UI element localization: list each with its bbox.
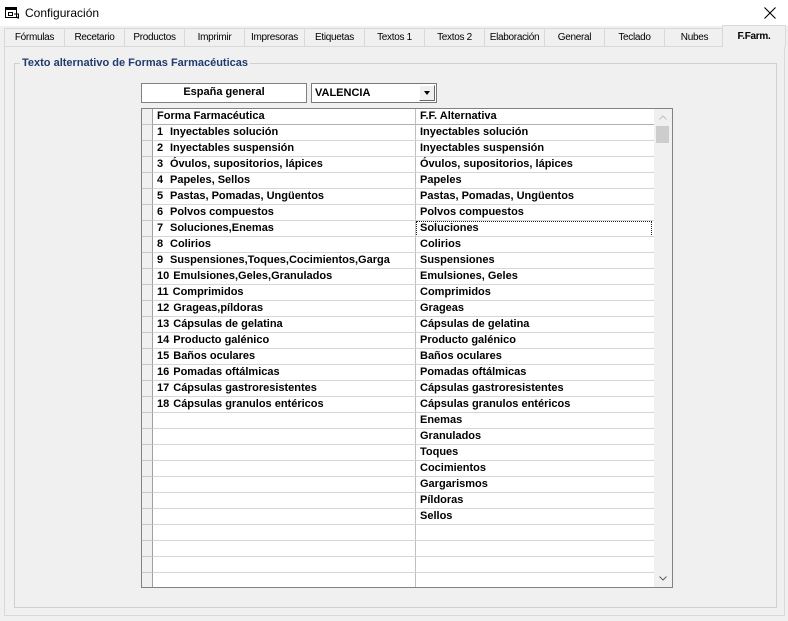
cell-alternativa[interactable]: Polvos compuestos xyxy=(416,205,654,221)
chevron-down-icon xyxy=(659,576,667,581)
cell-alternativa[interactable]: Cápsulas granulos entéricos xyxy=(416,397,654,413)
row-number: 9 xyxy=(157,254,164,266)
cell-forma[interactable] xyxy=(153,509,416,525)
table-row[interactable] xyxy=(142,301,654,317)
cell-alternativa[interactable]: Toques xyxy=(416,445,654,461)
table-row[interactable] xyxy=(142,365,654,381)
cell-alternativa[interactable] xyxy=(416,541,654,557)
row-selector[interactable] xyxy=(142,317,153,333)
forma-text: Comprimidos xyxy=(172,286,244,298)
tab-general[interactable]: General xyxy=(544,28,605,46)
cell-forma[interactable] xyxy=(153,189,416,205)
row-selector[interactable] xyxy=(142,349,153,365)
row-selector[interactable] xyxy=(142,573,153,588)
forma-text: Pastas, Pomadas, Ungüentos xyxy=(170,190,325,202)
cell-forma[interactable] xyxy=(153,525,416,541)
grid-body xyxy=(142,125,654,588)
tab-recetario[interactable]: Recetario xyxy=(64,28,125,46)
forma-text: Cápsulas granulos entéricos xyxy=(173,398,324,410)
region-label: España general xyxy=(141,83,307,103)
cell-forma[interactable] xyxy=(153,333,416,349)
row-selector[interactable] xyxy=(142,333,153,349)
cell-forma[interactable] xyxy=(153,397,416,413)
table-row[interactable] xyxy=(142,429,654,445)
cell-alternativa[interactable]: Inyectables suspensión xyxy=(416,141,654,157)
row-number: 16 xyxy=(157,366,170,378)
cell-alternativa[interactable]: Pastas, Pomadas, Ungüentos xyxy=(416,189,654,205)
forma-text: Óvulos, supositorios, lápices xyxy=(170,158,323,170)
cell-alternativa[interactable] xyxy=(416,573,654,588)
tab-f-farm[interactable]: F.Farm. xyxy=(722,25,786,47)
cell-forma[interactable] xyxy=(153,125,416,141)
row-number: 18 xyxy=(157,398,170,410)
table-row[interactable] xyxy=(142,477,654,493)
forma-text: Cápsulas de gelatina xyxy=(173,318,283,330)
cell-forma[interactable] xyxy=(153,301,416,317)
close-button[interactable] xyxy=(759,3,781,23)
tab-impresoras[interactable]: Impresoras xyxy=(244,28,305,46)
row-selector[interactable] xyxy=(142,141,153,157)
row-number: 5 xyxy=(157,190,164,202)
table-row-empty[interactable] xyxy=(142,573,654,588)
row-selector[interactable] xyxy=(142,381,153,397)
cell-alternativa[interactable]: Cápsulas de gelatina xyxy=(416,317,654,333)
table-row-empty[interactable] xyxy=(142,525,654,541)
cell-alternativa[interactable]: Cápsulas gastroresistentes xyxy=(416,381,654,397)
row-selector[interactable] xyxy=(142,125,153,141)
forms-grid[interactable] xyxy=(141,108,673,588)
row-selector[interactable] xyxy=(142,477,153,493)
forma-text: Cápsulas gastroresistentes xyxy=(173,382,317,394)
row-number: 12 xyxy=(157,302,170,314)
row-number: 10 xyxy=(157,270,170,282)
table-row[interactable] xyxy=(142,253,654,269)
cell-alternativa[interactable]: Pomadas oftálmicas xyxy=(416,365,654,381)
cell-forma[interactable] xyxy=(153,205,416,221)
cell-forma[interactable] xyxy=(153,349,416,365)
cell-forma[interactable] xyxy=(153,141,416,157)
window-title: Configuración xyxy=(25,6,100,20)
table-row[interactable] xyxy=(142,157,654,173)
cell-alternativa[interactable]: Colirios xyxy=(416,237,654,253)
tab-formulas[interactable]: Fórmulas xyxy=(4,28,65,46)
app-window-icon xyxy=(5,6,20,20)
cell-alternativa[interactable]: Sellos xyxy=(416,509,654,525)
row-selector[interactable] xyxy=(142,541,153,557)
row-selector[interactable] xyxy=(142,237,153,253)
table-row[interactable] xyxy=(142,397,654,413)
forma-text: Suspensiones,Toques,Cocimientos,Garga xyxy=(170,254,390,266)
row-selector[interactable] xyxy=(142,397,153,413)
row-selector[interactable] xyxy=(142,429,153,445)
forma-text: Polvos compuestos xyxy=(170,206,274,218)
region-select[interactable] xyxy=(311,83,437,103)
row-selector[interactable] xyxy=(142,205,153,221)
close-icon xyxy=(764,7,776,19)
column-header-alternativa[interactable]: F.F. Alternativa xyxy=(416,109,654,125)
cell-alternativa[interactable] xyxy=(416,525,654,541)
chevron-down-icon xyxy=(424,91,430,95)
cell-forma[interactable] xyxy=(153,253,416,269)
table-row[interactable] xyxy=(142,189,654,205)
row-selector[interactable] xyxy=(142,253,153,269)
row-selector[interactable] xyxy=(142,269,153,285)
header-corner xyxy=(142,109,153,125)
cell-forma[interactable] xyxy=(153,477,416,493)
row-selector[interactable] xyxy=(142,445,153,461)
table-row[interactable] xyxy=(142,141,654,157)
cell-forma[interactable] xyxy=(153,573,416,588)
cell-alternativa[interactable] xyxy=(416,557,654,573)
group-title: Texto alternativo de Formas Farmacéuticas xyxy=(22,57,248,69)
row-selector[interactable] xyxy=(142,525,153,541)
forma-text: Grageas,píldoras xyxy=(173,302,264,314)
dropdown-button[interactable] xyxy=(419,85,435,101)
table-row[interactable] xyxy=(142,333,654,349)
cell-alternativa[interactable]: Grageas xyxy=(416,301,654,317)
table-row[interactable] xyxy=(142,221,654,237)
table-row[interactable] xyxy=(142,269,654,285)
cell-forma[interactable] xyxy=(153,445,416,461)
row-selector[interactable] xyxy=(142,493,153,509)
forma-text: Papeles, Sellos xyxy=(170,174,251,186)
forma-text: Pomadas oftálmicas xyxy=(173,366,280,378)
table-row[interactable] xyxy=(142,413,654,429)
cell-alternativa[interactable]: Gargarismos xyxy=(416,477,654,493)
table-row[interactable] xyxy=(142,173,654,189)
cell-alternativa-focused[interactable]: Soluciones xyxy=(416,221,654,237)
table-row[interactable] xyxy=(142,237,654,253)
cell-forma[interactable] xyxy=(153,413,416,429)
cell-forma[interactable] xyxy=(153,493,416,509)
cell-alternativa[interactable]: Baños oculares xyxy=(416,349,654,365)
cell-alternativa[interactable]: Comprimidos xyxy=(416,285,654,301)
row-number: 6 xyxy=(157,206,164,218)
row-selector[interactable] xyxy=(142,285,153,301)
cell-alternativa[interactable]: Enemas xyxy=(416,413,654,429)
vertical-scrollbar[interactable] xyxy=(654,109,672,587)
cell-alternativa[interactable]: Suspensiones xyxy=(416,253,654,269)
forma-text: Emulsiones,Geles,Granulados xyxy=(173,270,333,282)
row-selector[interactable] xyxy=(142,557,153,573)
table-row[interactable] xyxy=(142,381,654,397)
tab-productos[interactable]: Productos xyxy=(124,28,185,46)
grid-header xyxy=(142,109,654,125)
tab-elaboracion[interactable]: Elaboración xyxy=(484,28,545,46)
row-number: 7 xyxy=(157,222,164,234)
row-number: 8 xyxy=(157,238,164,250)
row-selector[interactable] xyxy=(142,189,153,205)
scroll-thumb[interactable] xyxy=(656,126,669,143)
row-selector[interactable] xyxy=(142,157,153,173)
row-number: 14 xyxy=(157,334,170,346)
forma-text: Soluciones,Enemas xyxy=(170,222,274,234)
forma-text: Producto galénico xyxy=(173,334,270,346)
row-selector[interactable] xyxy=(142,509,153,525)
cell-alternativa[interactable]: Granulados xyxy=(416,429,654,445)
table-row[interactable] xyxy=(142,317,654,333)
cell-forma[interactable] xyxy=(153,541,416,557)
table-row-empty[interactable] xyxy=(142,557,654,573)
tab-textos-1[interactable]: Textos 1 xyxy=(364,28,425,46)
cell-alternativa[interactable]: Papeles xyxy=(416,173,654,189)
table-row[interactable] xyxy=(142,445,654,461)
cell-forma[interactable] xyxy=(153,429,416,445)
cell-forma[interactable] xyxy=(153,269,416,285)
table-row[interactable] xyxy=(142,493,654,509)
cell-alternativa[interactable]: Emulsiones, Geles xyxy=(416,269,654,285)
column-header-forma[interactable]: Forma Farmacéutica xyxy=(153,109,416,125)
cell-forma[interactable] xyxy=(153,157,416,173)
row-number: 3 xyxy=(157,158,164,170)
forma-text: Baños oculares xyxy=(173,350,256,362)
row-number: 11 xyxy=(157,286,169,298)
tab-imprimir[interactable]: Imprimir xyxy=(184,28,245,46)
table-row[interactable] xyxy=(142,461,654,477)
cell-forma[interactable] xyxy=(153,173,416,189)
row-number: 13 xyxy=(157,318,170,330)
tab-textos-2[interactable]: Textos 2 xyxy=(424,28,485,46)
table-row[interactable] xyxy=(142,285,654,301)
scroll-up-button[interactable] xyxy=(654,109,672,126)
tab-etiquetas[interactable]: Etiquetas xyxy=(304,28,365,46)
cell-forma[interactable] xyxy=(153,365,416,381)
row-number: 17 xyxy=(157,382,170,394)
table-row[interactable] xyxy=(142,349,654,365)
row-number: 2 xyxy=(157,142,164,154)
scroll-down-button[interactable] xyxy=(654,570,672,587)
cell-alternativa[interactable]: Inyectables solución xyxy=(416,125,654,141)
row-selector[interactable] xyxy=(142,413,153,429)
tab-nubes[interactable]: Nubes xyxy=(664,28,725,46)
chevron-up-icon xyxy=(659,115,667,120)
forma-text: Inyectables solución xyxy=(170,126,279,138)
tab-teclado[interactable]: Teclado xyxy=(604,28,665,46)
row-selector[interactable] xyxy=(142,221,153,237)
row-selector[interactable] xyxy=(142,173,153,189)
cell-forma[interactable] xyxy=(153,221,416,237)
cell-forma[interactable] xyxy=(153,557,416,573)
table-row-empty[interactable] xyxy=(142,541,654,557)
cell-forma[interactable] xyxy=(153,285,416,301)
row-number: 15 xyxy=(157,350,170,362)
table-row[interactable] xyxy=(142,205,654,221)
cell-forma[interactable] xyxy=(153,381,416,397)
row-number: 1 xyxy=(157,126,164,138)
row-number: 4 xyxy=(157,174,164,186)
cell-alternativa[interactable]: Píldoras xyxy=(416,493,654,509)
cell-forma[interactable] xyxy=(153,461,416,477)
region-select-value: VALENCIA xyxy=(315,87,371,99)
forma-text: Inyectables suspensión xyxy=(170,142,295,154)
title-bar[interactable] xyxy=(0,0,788,26)
row-selector[interactable] xyxy=(142,461,153,477)
table-row[interactable] xyxy=(142,125,654,141)
forma-text: Colirios xyxy=(170,238,211,250)
cell-alternativa[interactable]: Producto galénico xyxy=(416,333,654,349)
table-row[interactable] xyxy=(142,509,654,525)
cell-alternativa[interactable]: Óvulos, supositorios, lápices xyxy=(416,157,654,173)
row-selector[interactable] xyxy=(142,365,153,381)
cell-forma[interactable] xyxy=(153,317,416,333)
cell-alternativa[interactable]: Cocimientos xyxy=(416,461,654,477)
row-selector[interactable] xyxy=(142,301,153,317)
cell-forma[interactable] xyxy=(153,237,416,253)
